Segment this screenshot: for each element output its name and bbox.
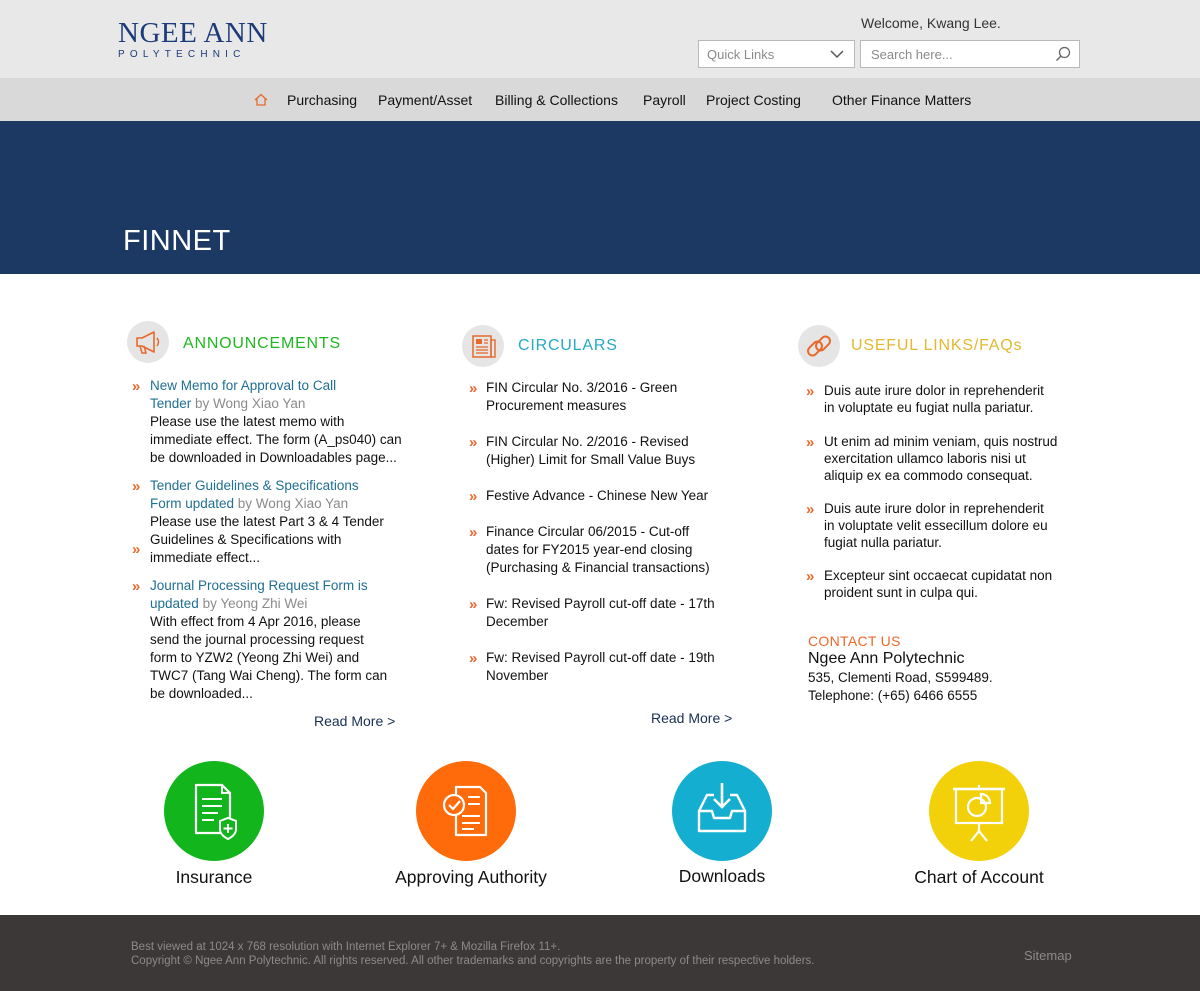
downloads-label[interactable]: Downloads [678,866,766,886]
announcement-body: Guidelines & Specifications with [150,532,342,547]
announcement-body: immediate effect. The form (A_ps040) can [150,432,402,447]
circular-item[interactable] [486,379,746,415]
insurance-shortcut[interactable] [164,761,264,861]
announcement-title[interactable]: Tender [150,396,192,411]
announcement-body: Please use the latest memo with [150,414,345,429]
nav-payroll[interactable]: Payroll [643,92,686,108]
useful-link-item[interactable] [824,382,1094,416]
sitemap-link[interactable]: Sitemap [1024,948,1072,963]
nav-project-costing[interactable]: Project Costing [706,92,801,108]
link-chain-icon [798,325,840,367]
circular-text[interactable]: Fw: Revised Payroll cut-off date - 17th [486,596,715,611]
contact-address: 535, Clementi Road, S599489. [808,670,993,685]
search-box [860,40,1080,68]
useful-link-item[interactable] [824,433,1094,484]
announcement-title[interactable]: Tender Guidelines & Specifications [150,478,359,493]
announcement-title[interactable]: updated [150,596,199,611]
announcement-body: be downloaded in Downloadables page... [150,450,397,465]
announcement-body: immediate effect... [150,550,261,565]
ngee-ann-logo[interactable] [118,18,278,64]
double-chevron-icon: » [469,434,478,451]
circular-text[interactable]: December [486,614,549,629]
circulars-title: CIRCULARS [518,337,618,354]
announcement-body: With effect from 4 Apr 2016, please [150,614,361,629]
circular-text[interactable]: November [486,668,549,683]
announcement-author: by Wong Xiao Yan [191,396,306,411]
useful-link-text[interactable]: in voluptate eu fugiat nulla pariatur. [824,400,1034,415]
contact-name: Ngee Ann Polytechnic [808,650,965,667]
circulars-icon-circle [462,325,504,367]
announcement-author: by Yeong Zhi Wei [198,596,308,611]
contact-phone: Telephone: (+65) 6466 6555 [808,688,978,703]
footer-copyright: Copyright © Ngee Ann Polytechnic. All rights reserved. All other trademarks and copyrights are the property of their respective holders. [131,955,815,967]
double-chevron-icon: » [132,478,141,495]
circular-text[interactable]: FIN Circular No. 3/2016 - Green [486,380,678,395]
useful-link-item[interactable] [824,500,1094,551]
circular-text[interactable]: (Purchasing & Financial transactions) [486,560,710,575]
footer [0,915,1200,991]
double-chevron-icon: » [806,434,815,451]
useful-link-item[interactable] [824,567,1094,601]
quick-links-label: Quick Links [707,47,775,62]
presentation-chart-icon [929,761,1029,861]
useful-link-text[interactable]: Duis aute irure dolor in reprehenderit [824,501,1044,516]
circular-item[interactable] [486,523,746,577]
double-chevron-icon: » [469,524,478,541]
double-chevron-icon: » [469,380,478,397]
circular-text[interactable]: FIN Circular No. 2/2016 - Revised [486,434,689,449]
footer-browser-note: Best viewed at 1024 x 768 resolution with Internet Explorer 7+ & Mozilla Firefox 11+. [131,941,561,953]
circular-text[interactable]: (Higher) Limit for Small Value Buys [486,452,696,467]
double-chevron-icon: » [132,578,141,595]
announcement-title[interactable]: Form updated [150,496,235,511]
double-chevron-icon: » [806,383,815,400]
useful-link-text[interactable]: fugiat nulla pariatur. [824,535,942,550]
page-title: FINNET [123,225,231,257]
circular-item[interactable] [486,649,746,685]
announcement-item[interactable] [150,577,410,703]
nav-other-finance-matters[interactable]: Other Finance Matters [832,92,972,108]
chart-of-account-shortcut[interactable] [929,761,1029,861]
circular-text[interactable]: dates for FY2015 year-end closing [486,542,693,557]
useful-link-text[interactable]: Ut enim ad minim veniam, quis nostrud [824,434,1058,449]
useful-link-text[interactable]: aliquip ex ea commodo consequat. [824,468,1033,483]
announcements-read-more[interactable]: Read More > [314,713,396,729]
announcement-body: send the journal processing request [150,632,364,647]
logo-main-text: NGEE ANN [118,17,268,49]
main-nav [0,78,1200,121]
double-chevron-icon: » [806,501,815,518]
contact-details [808,669,993,705]
announcement-body: TWC7 (Tang Wai Cheng). The form can [150,668,388,683]
downloads-shortcut[interactable] [672,761,772,861]
nav-payment-asset[interactable]: Payment/Asset [378,92,473,108]
download-tray-icon [672,761,772,861]
hero-banner [0,121,1200,274]
announcements-icon-circle [127,321,169,363]
circular-item[interactable] [486,487,746,505]
search-input[interactable] [862,42,1047,66]
circulars-read-more[interactable]: Read More > [651,710,733,726]
announcement-item[interactable] [150,377,410,467]
double-chevron-icon: » [806,568,815,585]
double-chevron-icon: » [469,596,478,613]
approving-authority-label[interactable]: Approving Authority [395,867,547,887]
circular-text[interactable]: Fw: Revised Payroll cut-off date - 19th [486,650,715,665]
welcome-message: Welcome, Kwang Lee. [861,15,1001,31]
double-chevron-icon: » [132,541,141,558]
announcement-title[interactable]: New Memo for Approval to Call [150,378,337,393]
quick-links-dropdown[interactable] [698,40,855,68]
double-chevron-icon: » [469,650,478,667]
logo-sub-text: POLYTECHNIC [118,49,246,60]
approving-authority-shortcut[interactable] [416,761,516,861]
nav-purchasing[interactable]: Purchasing [287,92,358,108]
chevron-down-icon [830,48,844,60]
circular-text[interactable]: Finance Circular 06/2015 - Cut-off [486,524,690,539]
top-header [0,0,1200,78]
announcement-item[interactable] [150,477,410,567]
chart-of-account-label[interactable]: Chart of Account [914,867,1044,887]
double-chevron-icon: » [132,378,141,395]
useful-links-icon-circle [798,325,840,367]
announcement-body: Please use the latest Part 3 & 4 Tender [150,514,384,529]
document-shield-icon [164,761,264,861]
insurance-label[interactable]: Insurance [175,867,253,887]
nav-billing-collections[interactable]: Billing & Collections [495,92,618,108]
megaphone-icon [127,321,169,363]
circular-item[interactable] [486,595,746,631]
newspaper-icon [462,325,504,367]
useful-link-text[interactable]: proident sunt in culpa qui. [824,585,978,600]
double-chevron-icon: » [469,488,478,505]
useful-link-text[interactable]: exercitation ullamco laboris nisi ut [824,451,1026,466]
search-icon[interactable] [1055,46,1071,62]
announcements-title: ANNOUNCEMENTS [183,335,341,352]
useful-links-title: USEFUL LINKS/FAQs [851,337,1023,354]
useful-link-text[interactable]: Duis aute irure dolor in reprehenderit [824,383,1044,398]
useful-link-text[interactable]: in voluptate velit essecillum dolore eu [824,518,1048,533]
home-icon[interactable] [254,93,268,106]
announcement-author: by Wong Xiao Yan [234,496,349,511]
circular-text[interactable]: Festive Advance - Chinese New Year [486,488,709,503]
circular-text[interactable]: Procurement measures [486,398,627,413]
approval-document-icon [416,761,516,861]
announcement-body: be downloaded... [150,686,253,701]
useful-link-text[interactable]: Excepteur sint occaecat cupidatat non [824,568,1053,583]
announcement-body: form to YZW2 (Yeong Zhi Wei) and [150,650,360,665]
contact-heading: CONTACT US [808,633,901,649]
circular-item[interactable] [486,433,746,469]
announcement-title[interactable]: Journal Processing Request Form is [150,578,368,593]
